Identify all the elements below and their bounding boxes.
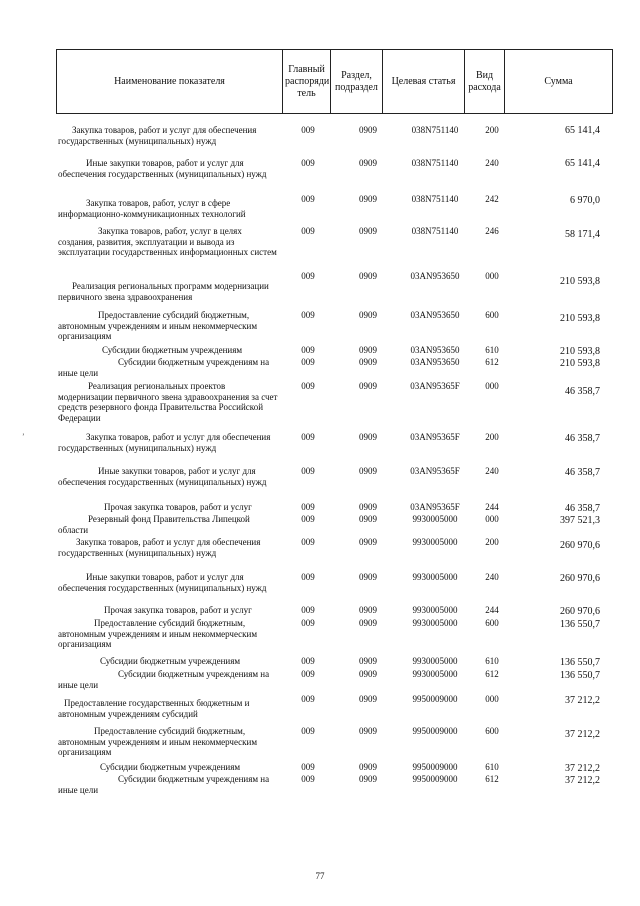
row-cs: 9950009000	[412, 726, 458, 736]
row-razdel: 0909	[359, 605, 377, 615]
row-name: Закупка товаров, работ и услуг для обеспечения государственных (муниципальных) нужд	[58, 537, 261, 558]
row-grbs: 009	[301, 726, 315, 736]
row-sum: 260 970,6	[560, 606, 600, 617]
header-vr: Вид расхода	[465, 50, 505, 114]
row-razdel: 0909	[359, 432, 377, 442]
row-cs: 03AN95365F	[410, 502, 460, 512]
row-cs: 038N751140	[411, 158, 459, 168]
row-name: Предоставление субсидий бюджетным, автономным учреждениям и иным некоммерческим организациям	[58, 726, 258, 757]
row-vr: 000	[485, 271, 499, 281]
row-razdel: 0909	[359, 774, 377, 784]
row-grbs: 009	[301, 656, 315, 666]
row-sum: 136 550,7	[560, 657, 600, 668]
row-grbs: 009	[301, 381, 315, 391]
row-sum: 210 593,8	[560, 313, 600, 324]
row-grbs: 009	[301, 158, 315, 168]
header-grbs: Главный распоряди тель	[283, 50, 331, 114]
row-grbs: 009	[301, 669, 315, 679]
row-grbs: 009	[301, 618, 315, 628]
row-name: Предоставление субсидий бюджетным, автономным учреждениям и иным некоммерческим организациям	[58, 618, 258, 649]
row-cs: 038N751140	[411, 125, 459, 135]
row-razdel: 0909	[359, 694, 377, 704]
row-razdel: 0909	[359, 357, 377, 367]
row-name: Субсидии бюджетным учреждениям	[100, 656, 241, 666]
row-name: Субсидии бюджетным учреждениям на иные цели	[58, 669, 270, 690]
row-sum: 210 593,8	[560, 358, 600, 369]
row-razdel: 0909	[359, 194, 377, 204]
row-name: Реализация региональных проектов модернизации первичного звена здравоохранения за счет средств резервного фонда Правительства Российской Федерации	[58, 381, 278, 423]
row-vr: 610	[485, 762, 499, 772]
row-razdel: 0909	[359, 762, 377, 772]
row-sum: 260 970,6	[560, 540, 600, 551]
header-name: Наименование показателя	[57, 50, 283, 114]
row-razdel: 0909	[359, 572, 377, 582]
row-vr: 240	[485, 572, 499, 582]
row-grbs: 009	[301, 432, 315, 442]
row-vr: 000	[485, 694, 499, 704]
row-sum: 37 212,2	[565, 729, 600, 740]
row-vr: 612	[485, 774, 499, 784]
row-vr: 600	[485, 618, 499, 628]
row-grbs: 009	[301, 271, 315, 281]
row-vr: 610	[485, 345, 499, 355]
row-name: Резервный фонд Правительства Липецкой области	[58, 514, 250, 535]
row-grbs: 009	[301, 466, 315, 476]
row-grbs: 009	[301, 125, 315, 135]
row-sum: 65 141,4	[565, 125, 600, 136]
row-razdel: 0909	[359, 537, 377, 547]
row-grbs: 009	[301, 345, 315, 355]
row-grbs: 009	[301, 514, 315, 524]
row-cs: 9950009000	[412, 762, 458, 772]
row-sum: 260 970,6	[560, 573, 600, 584]
row-name: Прочая закупка товаров, работ и услуг	[104, 605, 252, 615]
row-grbs: 009	[301, 605, 315, 615]
row-cs: 9930005000	[412, 572, 458, 582]
row-cs: 03AN95365F	[410, 466, 460, 476]
row-grbs: 009	[301, 357, 315, 367]
row-name: Закупка товаров, работ и услуг для обеспечения государственных (муниципальных) нужд	[58, 125, 257, 146]
row-sum: 65 141,4	[565, 158, 600, 169]
row-cs: 9930005000	[412, 514, 458, 524]
row-vr: 244	[485, 605, 499, 615]
header-cs: Целевая статья	[383, 50, 465, 114]
row-cs: 9930005000	[412, 537, 458, 547]
row-sum: 136 550,7	[560, 619, 600, 630]
row-vr: 200	[485, 432, 499, 442]
row-sum: 58 171,4	[565, 229, 600, 240]
row-cs: 9930005000	[412, 605, 458, 615]
row-vr: 600	[485, 726, 499, 736]
row-cs: 9950009000	[412, 694, 458, 704]
row-cs: 9930005000	[412, 656, 458, 666]
row-vr: 612	[485, 669, 499, 679]
row-grbs: 009	[301, 226, 315, 236]
row-grbs: 009	[301, 502, 315, 512]
row-vr: 000	[485, 514, 499, 524]
row-cs: 9950009000	[412, 774, 458, 784]
row-grbs: 009	[301, 694, 315, 704]
row-razdel: 0909	[359, 125, 377, 135]
row-grbs: 009	[301, 762, 315, 772]
row-vr: 240	[485, 466, 499, 476]
row-name: Закупка товаров, работ, услуг в целях создания, развития, эксплуатации и вывода из эксплуатации государственных информационных систем	[58, 226, 277, 257]
row-vr: 244	[485, 502, 499, 512]
row-cs: 038N751140	[411, 194, 459, 204]
row-grbs: 009	[301, 774, 315, 784]
row-razdel: 0909	[359, 158, 377, 168]
page-number: 77	[315, 871, 325, 881]
row-sum: 46 358,7	[565, 503, 600, 514]
row-vr: 000	[485, 381, 499, 391]
row-razdel: 0909	[359, 618, 377, 628]
row-sum: 210 593,8	[560, 276, 600, 287]
row-vr: 240	[485, 158, 499, 168]
row-name: Закупка товаров, работ и услуг для обеспечения государственных (муниципальных) нужд	[58, 432, 271, 453]
row-name: Субсидии бюджетным учреждениям на иные цели	[58, 357, 270, 378]
row-sum: 6 970,0	[570, 195, 600, 206]
row-sum: 37 212,2	[565, 695, 600, 706]
row-vr: 200	[485, 537, 499, 547]
row-name: Иные закупки товаров, работ и услуг для обеспечения государственных (муниципальных) нужд	[58, 158, 267, 179]
row-grbs: 009	[301, 194, 315, 204]
row-cs: 03AN953650	[410, 357, 460, 367]
row-cs: 038N751140	[411, 226, 459, 236]
row-name: Субсидии бюджетным учреждениям	[102, 345, 243, 355]
row-cs: 03AN95365F	[410, 432, 460, 442]
row-vr: 612	[485, 357, 499, 367]
row-vr: 610	[485, 656, 499, 666]
row-sum: 397 521,3	[560, 515, 600, 526]
row-sum: 37 212,2	[565, 775, 600, 786]
row-razdel: 0909	[359, 381, 377, 391]
row-grbs: 009	[301, 310, 315, 320]
row-razdel: 0909	[359, 502, 377, 512]
row-razdel: 0909	[359, 514, 377, 524]
row-vr: 200	[485, 125, 499, 135]
row-name: Предоставление субсидий бюджетным, автономным учреждениям и иным некоммерческим организациям	[58, 310, 258, 341]
row-razdel: 0909	[359, 656, 377, 666]
row-sum: 210 593,8	[560, 346, 600, 357]
row-name: Субсидии бюджетным учреждениям на иные цели	[58, 774, 270, 795]
row-cs: 9930005000	[412, 669, 458, 679]
row-cs: 9930005000	[412, 618, 458, 628]
row-razdel: 0909	[359, 466, 377, 476]
row-vr: 246	[485, 226, 499, 236]
row-name: Иные закупки товаров, работ и услуг для обеспечения государственных (муниципальных) нужд	[58, 572, 267, 593]
row-cs: 03AN953650	[410, 310, 460, 320]
row-cs: 03AN95365F	[410, 381, 460, 391]
row-cs: 03AN953650	[410, 345, 460, 355]
row-name: Прочая закупка товаров, работ и услуг	[104, 502, 252, 512]
row-grbs: 009	[301, 572, 315, 582]
row-sum: 136 550,7	[560, 670, 600, 681]
row-vr: 600	[485, 310, 499, 320]
header-sum: Сумма	[505, 50, 613, 114]
row-sum: 46 358,7	[565, 433, 600, 444]
row-name: Реализация региональных программ модернизации первичного звена здравоохранения	[58, 281, 269, 302]
row-razdel: 0909	[359, 310, 377, 320]
row-sum: 46 358,7	[565, 386, 600, 397]
row-sum: 37 212,2	[565, 763, 600, 774]
row-name: Предоставление государственных бюджетным и автономным учреждениям субсидий	[58, 698, 250, 719]
row-grbs: 009	[301, 537, 315, 547]
row-razdel: 0909	[359, 226, 377, 236]
row-razdel: 0909	[359, 726, 377, 736]
row-cs: 03AN953650	[410, 271, 460, 281]
row-razdel: 0909	[359, 669, 377, 679]
header-razdel: Раздел, подраздел	[331, 50, 383, 114]
row-razdel: 0909	[359, 345, 377, 355]
row-razdel: 0909	[359, 271, 377, 281]
row-name: Закупка товаров, работ, услуг в сфере информационно-коммуникационных технологий	[58, 198, 246, 219]
scan-mark: ’	[22, 432, 25, 441]
row-vr: 242	[485, 194, 499, 204]
row-sum: 46 358,7	[565, 467, 600, 478]
row-name: Иные закупки товаров, работ и услуг для обеспечения государственных (муниципальных) нужд	[58, 466, 267, 487]
row-name: Субсидии бюджетным учреждениям	[100, 762, 241, 772]
